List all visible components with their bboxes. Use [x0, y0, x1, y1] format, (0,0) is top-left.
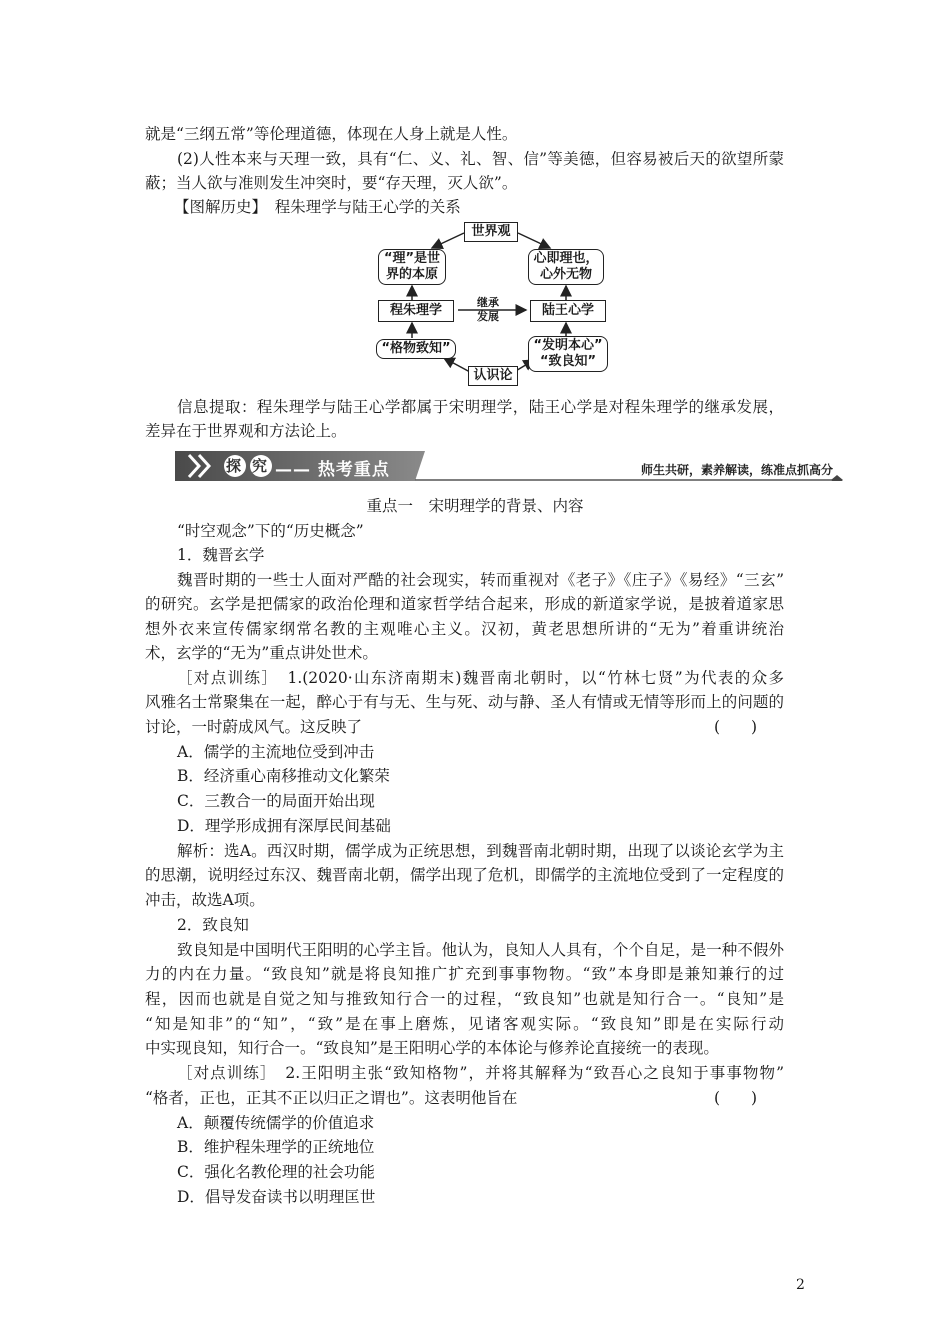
banner-subtitle: 师生共研，素养解读，练准点抓高分 [640, 463, 833, 477]
question-line: ［对点训练］ 2.王阳明主张“致知格物”，并将其解释为“致吾心之良知于事事物物” [177, 1064, 784, 1082]
text-line: 术，玄学的“无为”重点讲处世术。 [145, 644, 378, 662]
text-line: 的研究。玄学是把儒家的政治伦理和道家哲学结合起来，形成的新道家学说，是披着道家思 [145, 595, 784, 613]
option-b: B．维护程朱理学的正统地位 [177, 1138, 375, 1156]
inherit-develop-label: 继承 发展 [477, 296, 499, 323]
topic-heading: 1．魏晋玄学 [177, 546, 265, 564]
chengzhu-box: 程朱理学 [378, 300, 454, 322]
faming-box: “发明本心” “致良知” [528, 336, 608, 372]
text-line: 想外衣来宣传儒家纲常名教的主观唯心主义。汉初，黄老思想所讲的“无为”着重讲统治 [145, 620, 784, 638]
epistemology-box: 认识论 [468, 366, 518, 386]
xin-li-box: 心即理也， 心外无物 [528, 249, 604, 285]
option-d: D．理学形成拥有深厚民间基础 [177, 817, 391, 835]
option-d: D．倡导发奋读书以明理匡世 [177, 1188, 376, 1206]
text-line: 中实现良知，知行合一。“致良知”是王阳明心学的本体论与修养论直接统一的表现。 [145, 1039, 719, 1057]
text-line: 信息提取：程朱理学与陆王心学都属于宋明理学，陆王心学是对程朱理学的继承发展， [177, 398, 784, 416]
answer-blank: ( ) [714, 718, 758, 736]
text-line: 差异在于世界观和方法论上。 [145, 422, 347, 440]
gewu-box: “格物致知” [376, 339, 456, 359]
question-line: 讨论，一时蔚成风气。这反映了 [145, 718, 363, 736]
question-line: “格者，正也，正其不正以归正之谓也”。这表明他旨在 [145, 1089, 518, 1107]
page-number: 2 [796, 1277, 805, 1293]
analysis-line: 冲击，故选A项。 [145, 891, 265, 909]
banner-char-2: 究 [252, 457, 268, 475]
option-a: A．颠覆传统儒学的价值追求 [177, 1114, 375, 1132]
text-line: 魏晋时期的一些士人面对严酷的社会现实，转而重视对《老子》《庄子》《易经》“三玄” [177, 571, 784, 589]
li-origin-box: “理”是世 界的本原 [378, 249, 446, 285]
text-line: (2)人性本来与天理一致，具有“仁、义、礼、智、信”等美德，但容易被后天的欲望所蒙 [177, 150, 784, 168]
text-line: “知是知非”的“知”，“致”是在事上磨炼，见诸客观实际。“致良知”即是在实际行动 [145, 1015, 784, 1033]
topic-heading: 2．致良知 [177, 916, 249, 934]
option-b: B．经济重心南移推动文化繁荣 [177, 767, 390, 785]
luwang-box: 陆王心学 [530, 300, 606, 322]
figure-caption: 【图解历史】 程朱理学与陆王心学的关系 [174, 198, 461, 216]
subheading: “时空观念”下的“历史概念” [177, 522, 364, 540]
answer-blank: ( ) [714, 1089, 758, 1107]
analysis-line: 解析：选A。西汉时期，儒学成为正统思想，到魏晋南北朝时期，出现了以谈论玄学为主 [177, 842, 784, 860]
text-line: 程，因而也就是自觉之知与推致知行合一的过程，“致良知”也就是知行合一。“良知”是 [145, 990, 784, 1008]
text-line: 蔽；当人欲与准则发生冲突时，要“存天理，灭人欲”。 [145, 174, 518, 192]
option-a: A．儒学的主流地位受到冲击 [177, 743, 375, 761]
section-heading: 重点一 宋明理学的背景、内容 [366, 497, 584, 515]
question-line: 风雅名士常聚集在一起，醉心于有与无、生与死、动与静、圣人有情或无情等形而上的问题的 [145, 693, 784, 711]
text-line: 致良知是中国明代王阳明的心学主旨。他认为，良知人人具有，个个自足，是一种不假外 [177, 941, 784, 959]
option-c: C．三教合一的局面开始出现 [177, 792, 375, 810]
text-line: 就是“三纲五常”等伦理道德，体现在人身上就是人性。 [145, 125, 518, 143]
worldview-box: 世界观 [464, 222, 518, 242]
banner-char-1: 探 [226, 457, 242, 475]
section-banner [175, 451, 847, 481]
question-line: ［对点训练］ 1.(2020·山东济南期末)魏晋南北朝时，以“竹林七贤”为代表的众多 [177, 669, 784, 687]
analysis-line: 的思潮，说明经过东汉、魏晋南北朝，儒学出现了危机，即儒学的主流地位受到了一定程度的 [145, 866, 784, 884]
text-line: 力的内在力量。“致良知”就是将良知推广扩充到事事物物。“致”本身即是兼知兼行的过 [145, 965, 784, 983]
banner-title: —— 热考重点 [275, 460, 390, 480]
option-c: C．强化名教伦理的社会功能 [177, 1163, 375, 1181]
relation-diagram [372, 220, 612, 386]
